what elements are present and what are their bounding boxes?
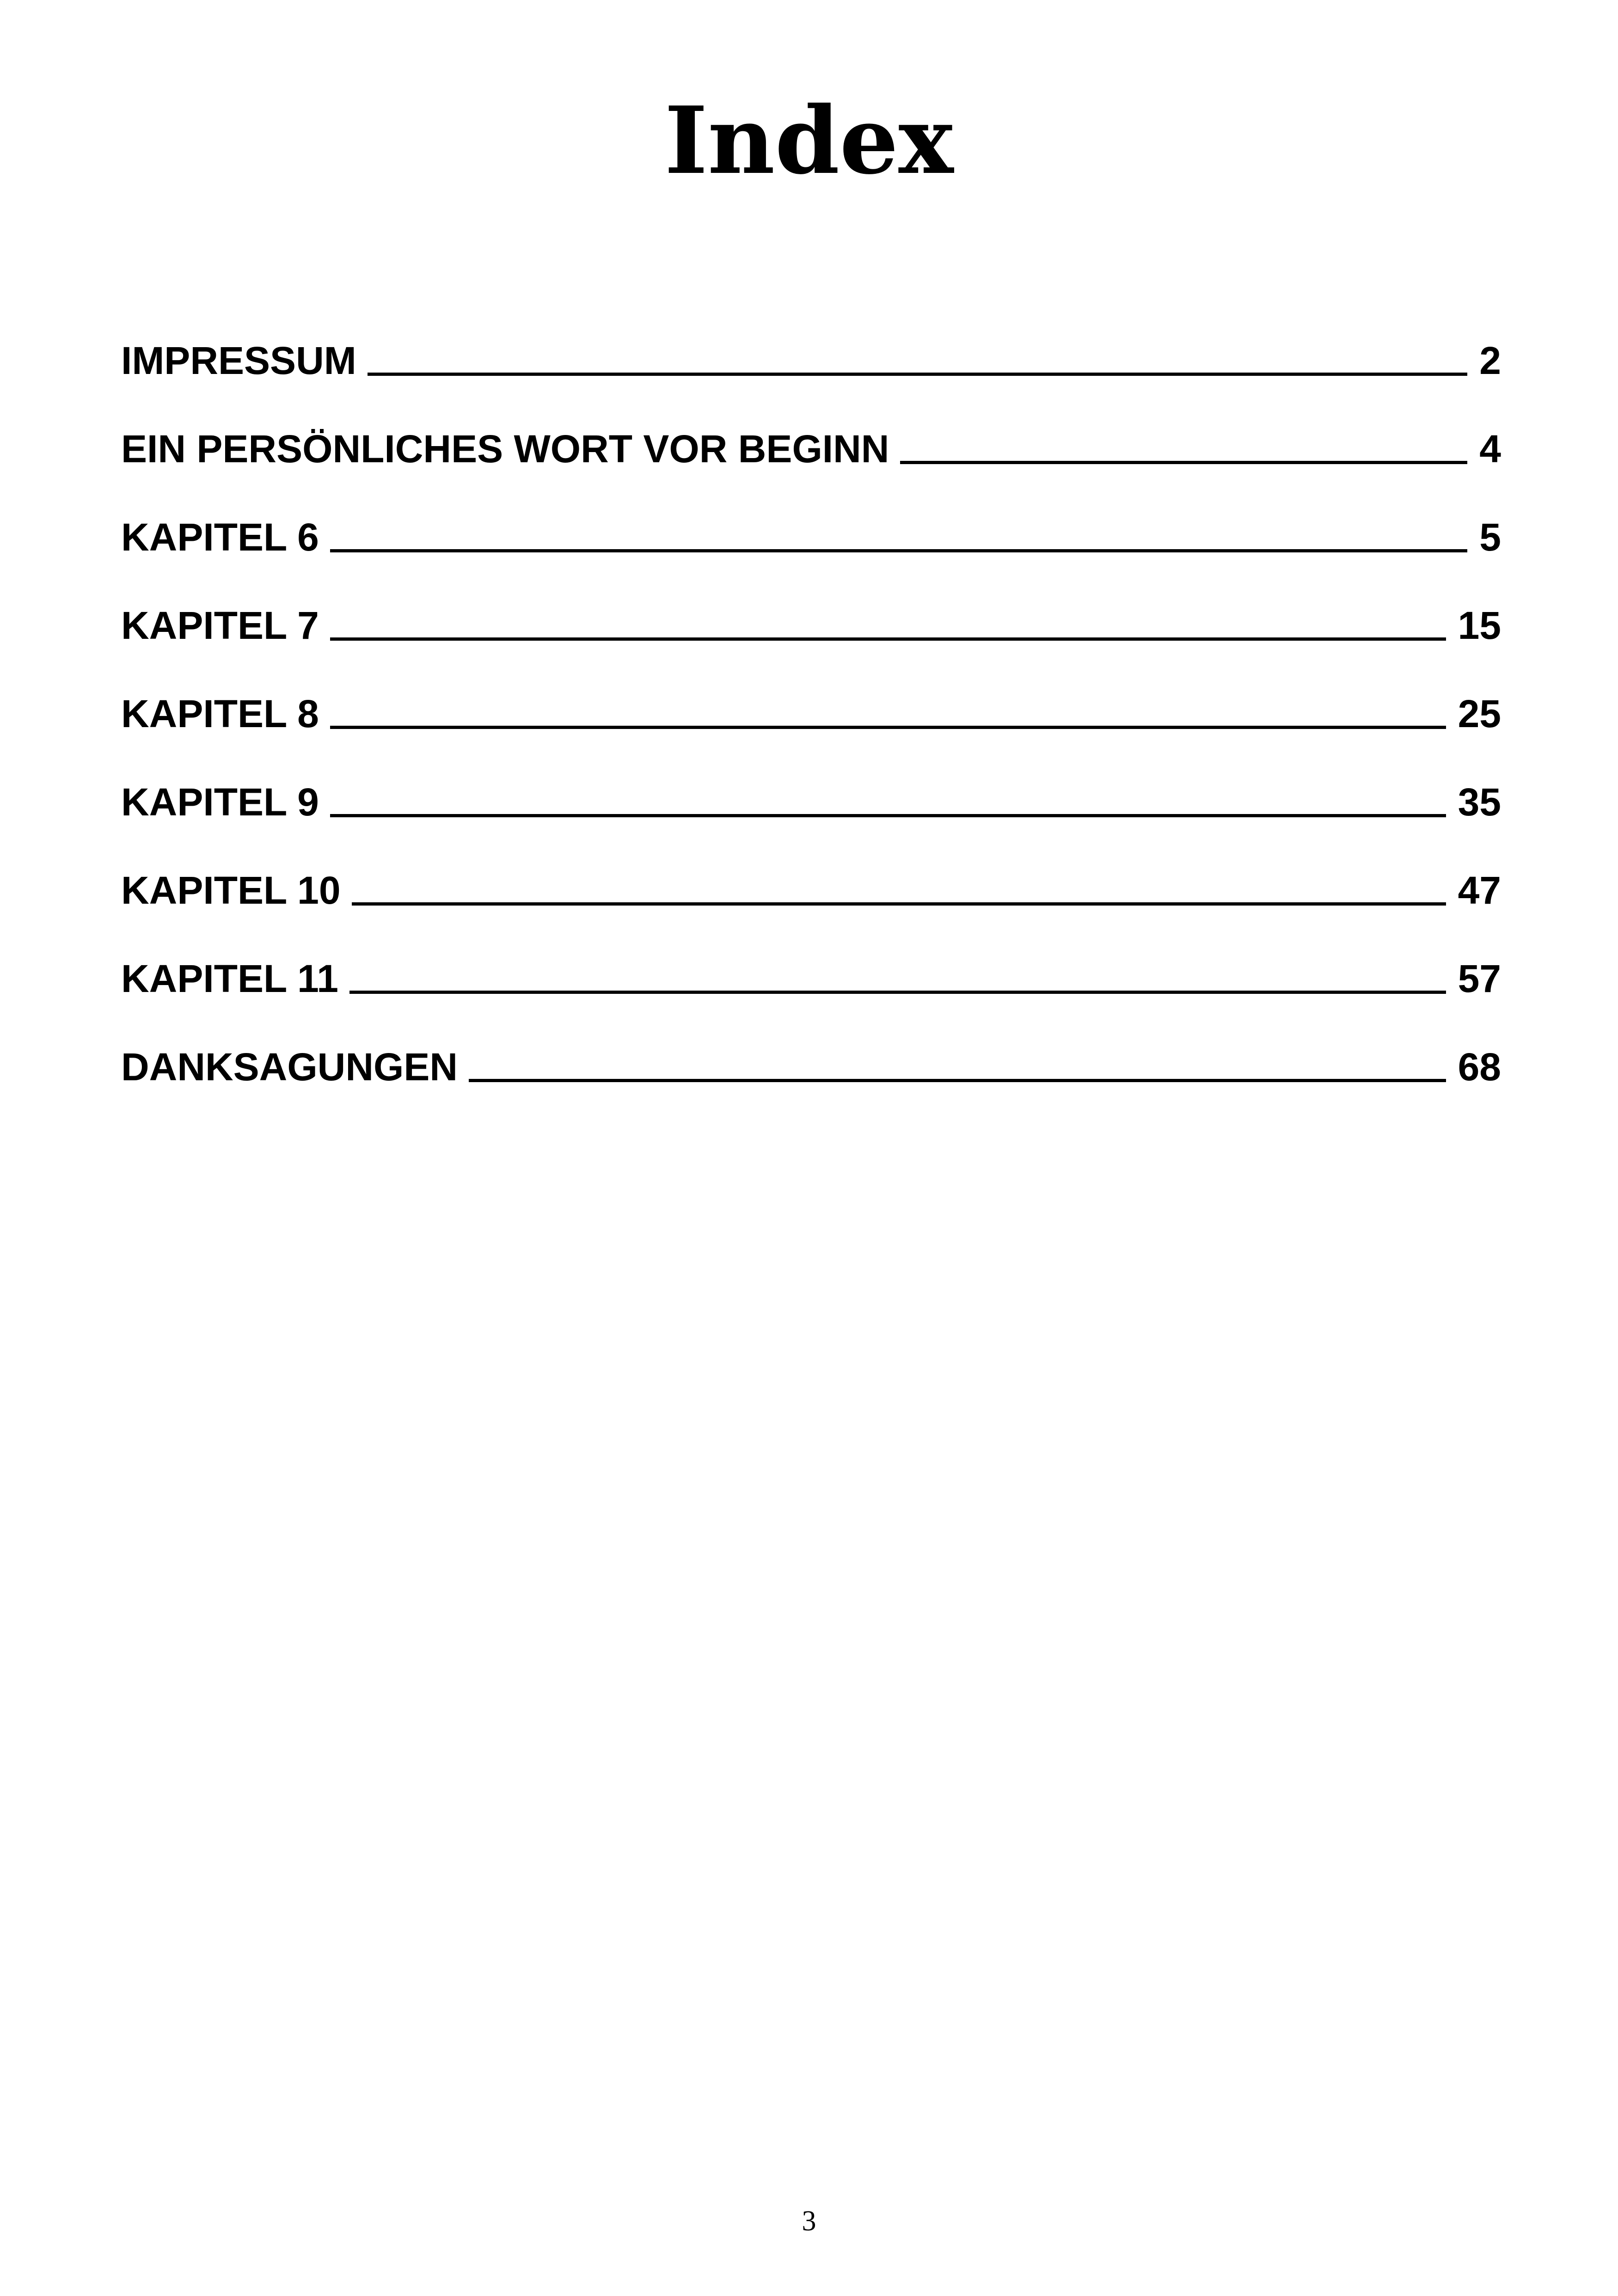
toc-leader-line (330, 726, 1446, 729)
table-of-contents (121, 337, 1501, 1132)
toc-leader-line (330, 637, 1446, 641)
toc-entry-impressum[interactable] (121, 337, 1501, 426)
toc-entry-page: 47 (1458, 869, 1501, 912)
toc-entry-page: 5 (1479, 515, 1501, 559)
page-title: Index (664, 86, 954, 195)
toc-entry-label: KAPITEL 6 (121, 515, 319, 559)
toc-leader-line (330, 814, 1446, 817)
toc-entry-label: KAPITEL 11 (121, 957, 338, 1000)
toc-entry-page: 2 (1479, 339, 1501, 382)
toc-entry-kapitel-8[interactable] (121, 691, 1501, 779)
toc-entry-label: KAPITEL 7 (121, 604, 319, 647)
toc-leader-line (469, 1079, 1446, 1082)
toc-entry-persoenliches-wort[interactable] (121, 426, 1501, 514)
toc-entry-page: 25 (1458, 692, 1501, 735)
toc-entry-label: KAPITEL 9 (121, 780, 319, 824)
toc-entry-page: 35 (1458, 780, 1501, 824)
toc-entry-label: DANKSAGUNGEN (121, 1045, 458, 1089)
toc-entry-label: KAPITEL 10 (121, 869, 341, 912)
toc-entry-page: 68 (1458, 1045, 1501, 1089)
toc-entry-label: IMPRESSUM (121, 339, 356, 382)
toc-entry-page: 4 (1479, 427, 1501, 471)
toc-entry-kapitel-6[interactable] (121, 514, 1501, 602)
toc-leader-line (352, 902, 1446, 906)
toc-entry-kapitel-11[interactable] (121, 955, 1501, 1044)
toc-entry-page: 15 (1458, 604, 1501, 647)
toc-leader-line (349, 991, 1446, 994)
toc-leader-line (368, 373, 1468, 376)
toc-leader-line (330, 549, 1467, 552)
toc-entry-kapitel-9[interactable] (121, 779, 1501, 867)
toc-leader-line (900, 461, 1467, 464)
toc-entry-kapitel-7[interactable] (121, 602, 1501, 691)
toc-entry-danksagungen[interactable] (121, 1044, 1501, 1132)
toc-entry-kapitel-10[interactable] (121, 867, 1501, 955)
toc-entry-label: KAPITEL 8 (121, 692, 319, 735)
page-number: 3 (802, 2205, 816, 2237)
toc-entry-page: 57 (1458, 957, 1501, 1000)
toc-entry-label: EIN PERSÖNLICHES WORT VOR BEGINN (121, 427, 889, 471)
